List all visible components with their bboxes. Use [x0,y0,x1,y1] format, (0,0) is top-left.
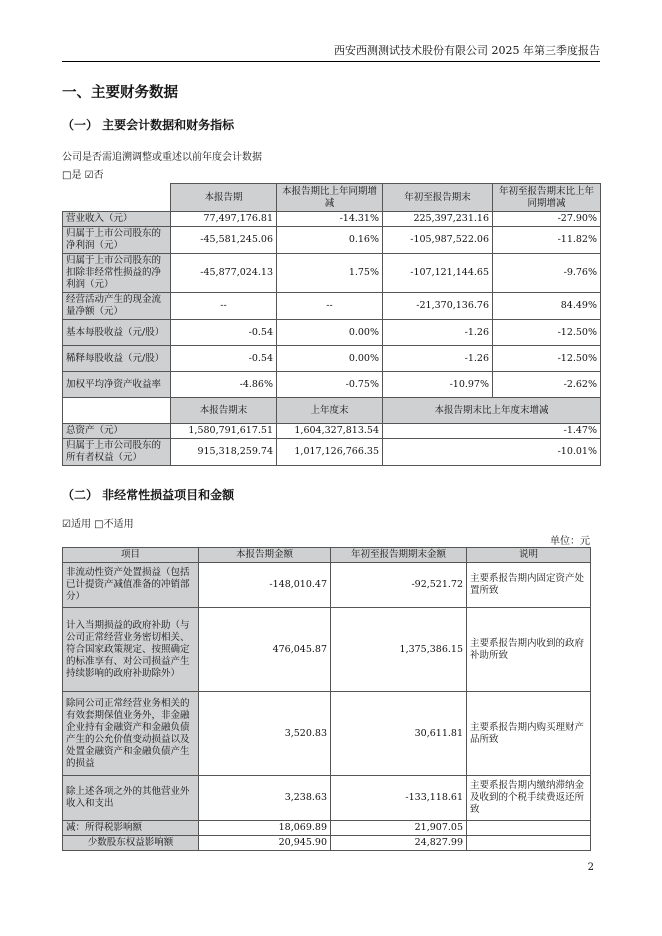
page-number: 2 [587,862,594,873]
cell-value: -92,521.72 [331,563,467,608]
cell-value: 1,580,791,617.51 [171,424,277,439]
table-row [63,320,601,346]
header-blank [63,184,171,212]
column-header: 本报告期 [171,184,277,212]
cell-value: 3,520.83 [199,692,331,776]
cell-value: -11.82% [493,227,601,254]
cell-value: 1,017,126,766.35 [277,439,383,466]
subsection-title-2: （二） 非经常性损益项目和金额 [62,488,235,502]
cell-value: 24,827.99 [331,836,467,851]
column-header: 年初至报告期末比上年同期增减 [493,184,601,212]
cell-value: 3,238.63 [199,776,331,821]
cell-value: -21,370,136.76 [383,293,493,320]
cell-note [467,836,591,851]
cell-value: -14.31% [277,212,383,227]
cell-value: 84.49% [493,293,601,320]
cell-value: 0.00% [277,346,383,372]
cell-value: 0.00% [277,320,383,346]
cell-value: 0.16% [277,227,383,254]
cell-value: -2.62% [493,372,601,398]
row-label: 除上述各项之外的其他营业外收入和支出 [63,776,199,821]
row-label: 少数股东权益影响额 [63,836,199,851]
cell-value: -27.90% [493,212,601,227]
cell-note: 主要系报告期内固定资产处置所致 [467,563,591,608]
table-row [63,227,601,254]
row-label: 营业收入（元） [63,212,171,227]
column-header: 本报告期金额 [199,548,331,563]
row-label: 归属于上市公司股东的扣除非经常性损益的净利润（元） [63,254,171,293]
cell-value: -45,581,245.06 [171,227,277,254]
non-recurring-items-table [62,547,591,851]
cell-value: -4.86% [171,372,277,398]
table-row [63,563,591,608]
cell-value: -- [171,293,277,320]
row-label: 总资产（元） [63,424,171,439]
row-label: 计入当期损益的政府补助（与公司正常经营业务密切相关、符合国家政策规定、按照确定的标准享有、对公司损益产生持续影响的政府补助除外） [63,608,199,692]
row-label: 基本每股收益（元/股） [63,320,171,346]
cell-note: 主要系报告期内收到的政府补助所致 [467,608,591,692]
row-label: 非流动性资产处置损益（包括已计提资产减值准备的冲销部分） [63,563,199,608]
cell-value: 18,069.89 [199,821,331,836]
cell-value: -0.54 [171,320,277,346]
cell-value: -1.26 [383,346,493,372]
cell-note: 主要系报告期内购买理财产品所致 [467,692,591,776]
cell-value: -10.97% [383,372,493,398]
cell-value: 77,497,176.81 [171,212,277,227]
table-header-row [63,184,601,212]
restatement-question: 公司是否需追溯调整或重述以前年度会计数据 [62,152,262,163]
cell-note [467,821,591,836]
cell-value: -148,010.47 [199,563,331,608]
row-label: 减：所得税影响额 [63,821,199,836]
cell-value: -9.76% [493,254,601,293]
key-financial-table [62,183,601,466]
cell-value: -- [277,293,383,320]
cell-value: -10.01% [383,439,601,466]
cell-value: -1.47% [383,424,601,439]
cell-value: -0.75% [277,372,383,398]
table-row [63,293,601,320]
subsection-title-1: （一） 主要会计数据和财务指标 [62,118,235,132]
cell-value: 476,045.87 [199,608,331,692]
table-row [63,821,591,836]
cell-value: 30,611.81 [331,692,467,776]
section-title: 一、主要财务数据 [62,85,178,101]
table-row [63,212,601,227]
column-header: 说明 [467,548,591,563]
cell-value: -107,121,144.65 [383,254,493,293]
header-blank [63,398,171,424]
cell-value: -105,987,522.06 [383,227,493,254]
applicability-options: ☑适用 □不适用 [62,519,134,530]
row-label: 经营活动产生的现金流量净额（元） [63,293,171,320]
column-header: 本报告期比上年同期增减 [277,184,383,212]
cell-value: -12.50% [493,346,601,372]
table-header-row-2 [63,398,601,424]
cell-value: 915,318,259.74 [171,439,277,466]
column-header: 上年度末 [277,398,383,424]
table-row [63,836,591,851]
table-row [63,372,601,398]
column-header: 年初至报告期末 [383,184,493,212]
table-row [63,424,601,439]
table-row [63,692,591,776]
column-header: 年初至报告期期末金额 [331,548,467,563]
table-row [63,776,591,821]
cell-value: 1,604,327,813.54 [277,424,383,439]
unit-label: 单位：元 [550,536,590,547]
row-label: 加权平均净资产收益率 [63,372,171,398]
cell-value: -0.54 [171,346,277,372]
cell-value: 20,945.90 [199,836,331,851]
table-row [63,439,601,466]
restatement-options: □是 ☑否 [62,170,104,181]
column-header: 本报告期末比上年度末增减 [383,398,601,424]
cell-value: -1.26 [383,320,493,346]
header-divider [62,61,600,62]
cell-value: -12.50% [493,320,601,346]
table-header-row [63,548,591,563]
column-header: 本报告期末 [171,398,277,424]
table-row [63,346,601,372]
table-row [63,608,591,692]
cell-value: -45,877,024.13 [171,254,277,293]
row-label: 除同公司正常经营业务相关的有效套期保值业务外，非金融企业持有金融资产和金融负债产生的公允价值变动损益以及处置金融资产和金融负债产生的损益 [63,692,199,776]
row-label: 归属于上市公司股东的净利润（元） [63,227,171,254]
table-row [63,254,601,293]
cell-value: 21,907.05 [331,821,467,836]
row-label: 稀释每股收益（元/股） [63,346,171,372]
page-header: 西安西测测试技术股份有限公司 2025 年第三季度报告 [334,44,600,57]
cell-value: 1.75% [277,254,383,293]
column-header: 项目 [63,548,199,563]
cell-value: -133,118.61 [331,776,467,821]
cell-note: 主要系报告期内缴纳滞纳金及收到的个税手续费返还所致 [467,776,591,821]
row-label: 归属于上市公司股东的所有者权益（元） [63,439,171,466]
cell-value: 225,397,231.16 [383,212,493,227]
cell-value: 1,375,386.15 [331,608,467,692]
